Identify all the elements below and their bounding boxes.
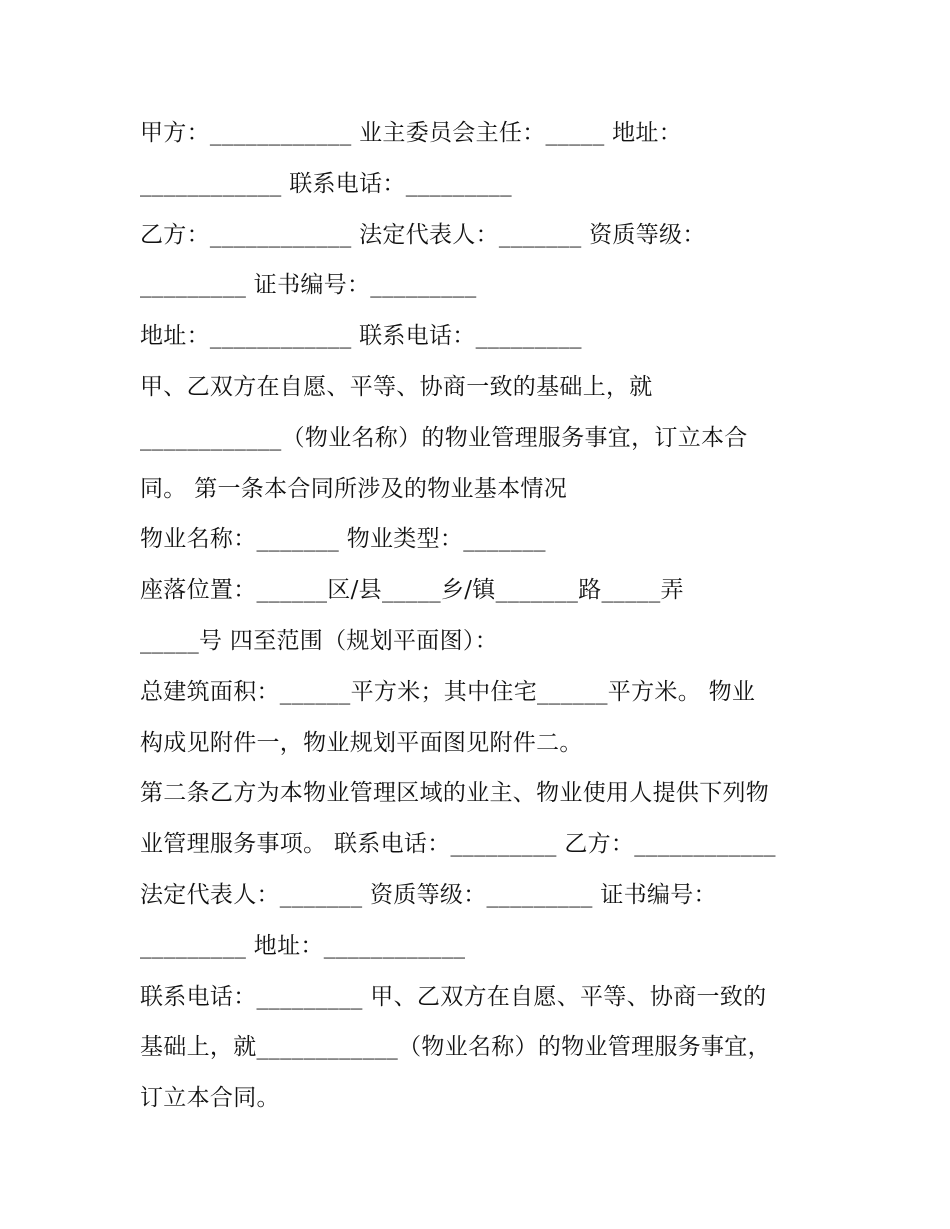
text-line: 同。 第一条本合同所涉及的物业基本情况 (140, 475, 568, 502)
text-line: _________ 地址：____________ (140, 932, 466, 959)
text-line: 第二条乙方为本物业管理区域的业主、物业使用人提供下列物 (140, 780, 770, 807)
text-line: 座落位置：______区/县_____乡/镇_______路_____弄 (140, 577, 684, 604)
text-line: 甲、乙双方在自愿、平等、协商一致的基础上，就 (140, 373, 653, 400)
text-line: 构成见附件一，物业规划平面图见附件二。 (140, 729, 583, 756)
text-line: ____________（物业名称）的物业管理服务事宜，订立本合 (140, 424, 748, 451)
text-line: 订立本合同。 (140, 1085, 280, 1112)
text-line: _________ 证书编号：_________ (140, 272, 477, 299)
text-line: 地址：____________ 联系电话：_________ (140, 323, 582, 350)
text-line: 甲方：____________ 业主委员会主任：_____ 地址： (140, 120, 683, 146)
text-line: 总建筑面积：______平方米；其中住宅______平方米。 物业 (140, 678, 756, 705)
text-line: 业管理服务事项。 联系电话：_________ 乙方：____________ (140, 831, 776, 858)
text-line: 物业名称：_______ 物业类型：_______ (140, 526, 546, 553)
text-line: 法定代表人：_______ 资质等级：_________ 证书编号： (140, 881, 717, 908)
text-line: 乙方：____________ 法定代表人：_______ 资质等级： (140, 221, 706, 248)
text-line: 联系电话：_________ 甲、乙双方在自愿、平等、协商一致的 (140, 983, 767, 1010)
text-line: _____号 四至范围（规划平面图）： (140, 627, 499, 654)
contract-body (140, 108, 830, 1124)
text-line: 基础上，就____________（物业名称）的物业管理服务事宜， (140, 1034, 771, 1061)
text-line: ____________ 联系电话：_________ (140, 170, 512, 197)
